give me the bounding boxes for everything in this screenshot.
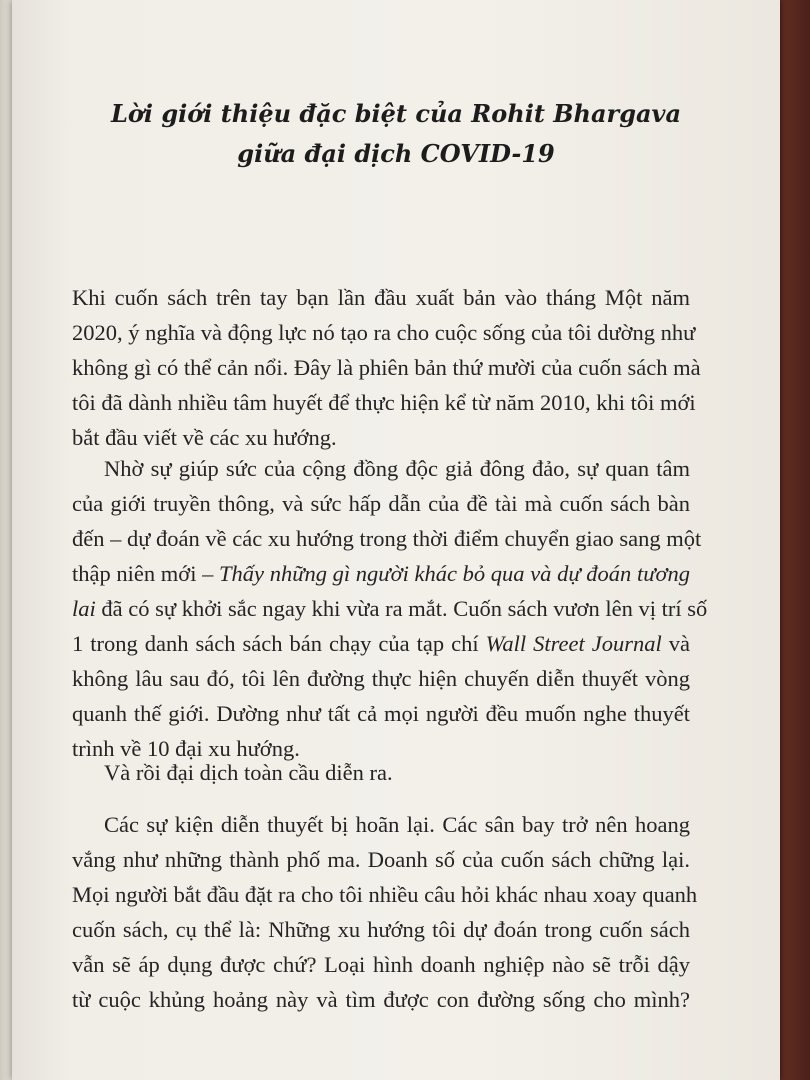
paragraph-3 [72,755,690,790]
page-title-line-1: Lời giới thiệu đặc biệt của Rohit Bhargava [110,99,682,128]
paragraph-1 [72,280,701,455]
text-line [72,591,708,626]
text-line: trình về 10 đại xu hướng. [72,736,300,761]
book-page [12,0,780,1080]
text-line: tôi đã dành nhiều tâm huyết để thực hiện kể từ năm 2010, khi tôi mới [72,390,696,415]
paragraph-2 [72,451,708,766]
text-segment: và [661,631,690,656]
book-title-italic: Thấy những gì người khác bỏ qua và dự đoán tương [219,561,690,586]
text-line: 2020, ý nghĩa và động lực nó tạo ra cho cuộc sống của tôi dường như [72,320,696,345]
text-line: đến – dự đoán về các xu hướng trong thời điểm chuyển giao sang một [72,526,702,551]
text-line: vẫn sẽ áp dụng được chứ? Loại hình doanh nghiệp nào sẽ trỗi dậy [72,952,690,977]
text-line: Và rồi đại dịch toàn cầu diễn ra. [104,760,393,785]
text-line: của giới truyền thông, và sức hấp dẫn của đề tài mà cuốn sách bàn [72,491,690,516]
text-line [72,626,690,661]
text-line: không gì có thể cản nổi. Đây là phiên bản thứ mười của cuốn sách mà [72,355,701,380]
journal-title-italic: Wall Street Journal [485,631,662,656]
text-line [72,556,690,591]
text-line: từ cuộc khủng hoảng này và tìm được con đường sống cho mình? [72,987,690,1012]
text-segment: thập niên mới – [72,561,220,586]
text-line: Mọi người bắt đầu đặt ra cho tôi nhiều câu hỏi khác nhau xoay quanh [72,882,698,907]
book-title-italic: lai [72,596,96,621]
text-line: không lâu sau đó, tôi lên đường thực hiện chuyến diễn thuyết vòng [72,666,690,691]
text-line: Nhờ sự giúp sức của cộng đồng độc giả đông đảo, sự quan tâm [104,456,690,481]
text-segment: đã có sự khởi sắc ngay khi vừa ra mắt. Cuốn sách vươn lên vị trí số [95,596,708,621]
text-line: Khi cuốn sách trên tay bạn lần đầu xuất bản vào tháng Một năm [72,285,690,310]
text-line: cuốn sách, cụ thể là: Những xu hướng tôi dự đoán trong cuốn sách [72,917,690,942]
paragraph-4 [72,807,698,1017]
page-title-line-2: giữa đại dịch COVID-19 [237,139,555,168]
text-line: bắt đầu viết về các xu hướng. [72,425,337,450]
text-line: vắng như những thành phố ma. Doanh số của cuốn sách chững lại. [72,847,690,872]
text-segment: 1 trong danh sách sách bán chạy của tạp chí [72,631,486,656]
text-line: quanh thế giới. Dường như tất cả mọi người đều muốn nghe thuyết [72,701,690,726]
text-line: Các sự kiện diễn thuyết bị hoãn lại. Các sân bay trở nên hoang [104,812,690,837]
